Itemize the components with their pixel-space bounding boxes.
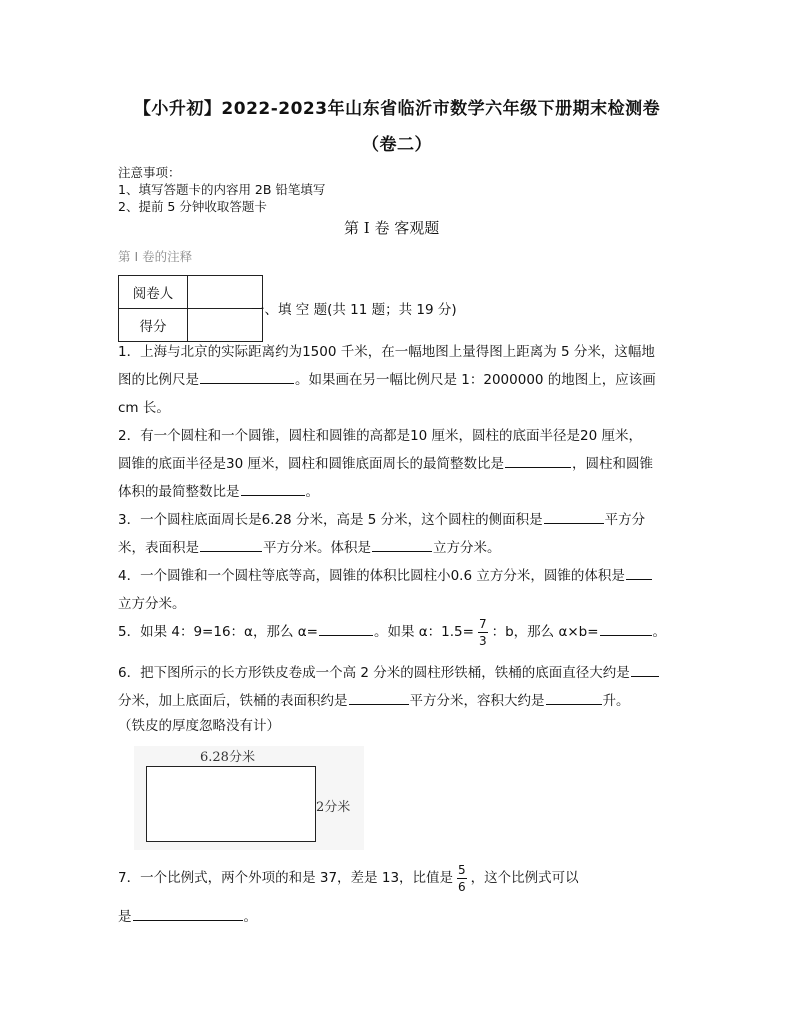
q7-fraction-numerator: 5 — [458, 862, 466, 877]
q3-blank-3[interactable] — [372, 539, 432, 552]
q5-fraction — [478, 616, 488, 649]
score-label: 得分 — [119, 309, 188, 342]
section-annotation: 第 I 卷的注释 — [118, 249, 193, 264]
part1-heading: 一、填 空 题(共 11 题；共 19 分) — [251, 302, 457, 318]
q1-blank-1[interactable] — [200, 371, 294, 384]
figure-right-label: 2分米 — [316, 800, 351, 815]
q6-line3: （铁皮的厚度忽略没有计） — [118, 718, 280, 734]
q7-text-b: ，这个比例式可以 — [470, 870, 579, 886]
q7-line2 — [118, 905, 257, 925]
q5-line — [118, 615, 666, 649]
q7-fraction-denominator: 6 — [458, 879, 466, 894]
figure-rectangle — [146, 766, 316, 842]
paper-title: 【小升初】2022-2023年山东省临沂市数学六年级下册期末检测卷 — [133, 99, 661, 119]
figure-top-label: 6.28分米 — [200, 750, 255, 765]
q2-blank-2[interactable] — [241, 483, 305, 496]
q3-blank-2[interactable] — [200, 539, 262, 552]
q2-line2 — [118, 452, 653, 472]
q3-line1 — [118, 508, 645, 528]
notes-item-2: 2、提前 5 分钟收取答题卡 — [118, 199, 267, 214]
q4-line1 — [118, 564, 653, 584]
notes-item-1: 1、填写答题卡的内容用 2B 铅笔填写 — [118, 182, 326, 197]
q7-fraction — [457, 862, 467, 895]
q5-text-c: ：b，那么 α×b= — [491, 624, 599, 640]
q1-text-b: 。如果画在另一幅比例尺是 1：2000000 的地图上，应该画 — [295, 372, 656, 388]
section-title: 第 I 卷 客观题 — [344, 219, 440, 237]
q2-line1: 2．有一个圆柱和一个圆锥，圆柱和圆锥的高都是10 厘米，圆柱的底面半径是20 厘米， — [118, 428, 643, 444]
reviewer-label: 阅卷人 — [119, 276, 188, 309]
q6-text-c: 平方分米，容积大约是 — [409, 693, 545, 709]
q4-text-a: 4．一个圆锥和一个圆柱等底等高，圆锥的体积比圆柱小0.6 立方分米，圆锥的体积是 — [118, 568, 625, 584]
rectangle-figure — [134, 746, 364, 850]
q4-blank-1[interactable] — [626, 567, 652, 580]
q2-text-c: 体积的最简整数比是 — [118, 484, 240, 500]
q5-text-a: 5．如果 4：9=16：α，那么 α= — [118, 624, 318, 640]
q3-text-d: 平方分米。体积是 — [263, 540, 371, 556]
q6-line2 — [118, 689, 630, 709]
q1-line2 — [118, 368, 656, 388]
q7-text-c: 是 — [118, 909, 132, 925]
q5-text-d: 。 — [652, 624, 667, 640]
q3-line2 — [118, 536, 501, 556]
q3-text-a: 3．一个圆柱底面周长是6.28 分米，高是 5 分米，这个圆柱的侧面积是 — [118, 512, 543, 528]
q6-text-d: 升。 — [602, 693, 630, 709]
q5-blank-1[interactable] — [319, 623, 373, 636]
q6-blank-1[interactable] — [631, 664, 659, 677]
q5-blank-2[interactable] — [600, 623, 652, 636]
q1-line1: 1．上海与北京的实际距离约为1500 千米，在一幅地图上量得图上距离为 5 分米，这幅地 — [118, 344, 655, 360]
q2-text-d: 。 — [305, 484, 319, 500]
q2-line3 — [118, 480, 319, 500]
q7-line1 — [118, 860, 579, 896]
q7-text-end: 。 — [243, 909, 257, 925]
q1-text-a: 图的比例尺是 — [118, 372, 199, 388]
q1-line3: cm 长。 — [118, 400, 170, 416]
q2-text-b: ，圆柱和圆锥 — [571, 456, 653, 472]
q2-text-a: 圆锥的底面半径是30 厘米，圆柱和圆锥底面周长的最简整数比是 — [118, 456, 504, 472]
q5-text-b: 。如果 α：1.5= — [373, 624, 474, 640]
q5-fraction-numerator: 7 — [478, 616, 487, 631]
q3-blank-1[interactable] — [544, 511, 604, 524]
q6-line1 — [118, 661, 660, 681]
notes-heading: 注意事项： — [118, 165, 181, 180]
q6-blank-2[interactable] — [349, 692, 409, 705]
paper-subtitle: （卷二） — [362, 135, 432, 155]
q7-blank-1[interactable] — [133, 908, 243, 921]
q6-text-b: 分米，加上底面后，铁桶的表面积约是 — [118, 693, 348, 709]
q4-line2: 立方分米。 — [118, 596, 186, 612]
q3-text-b: 平方分 — [604, 512, 646, 528]
q5-fraction-denominator: 3 — [478, 633, 487, 648]
q7-text-a: 7．一个比例式，两个外项的和是 37，差是 13，比值是 — [118, 870, 454, 886]
q3-text-c: 米，表面积是 — [118, 540, 199, 556]
q2-blank-1[interactable] — [505, 455, 571, 468]
score-table — [118, 275, 263, 342]
q6-text-a: 6．把下图所示的长方形铁皮卷成一个高 2 分米的圆柱形铁桶，铁桶的底面直径大约是 — [118, 665, 630, 681]
q6-blank-3[interactable] — [546, 692, 602, 705]
q3-text-e: 立方分米。 — [433, 540, 501, 556]
